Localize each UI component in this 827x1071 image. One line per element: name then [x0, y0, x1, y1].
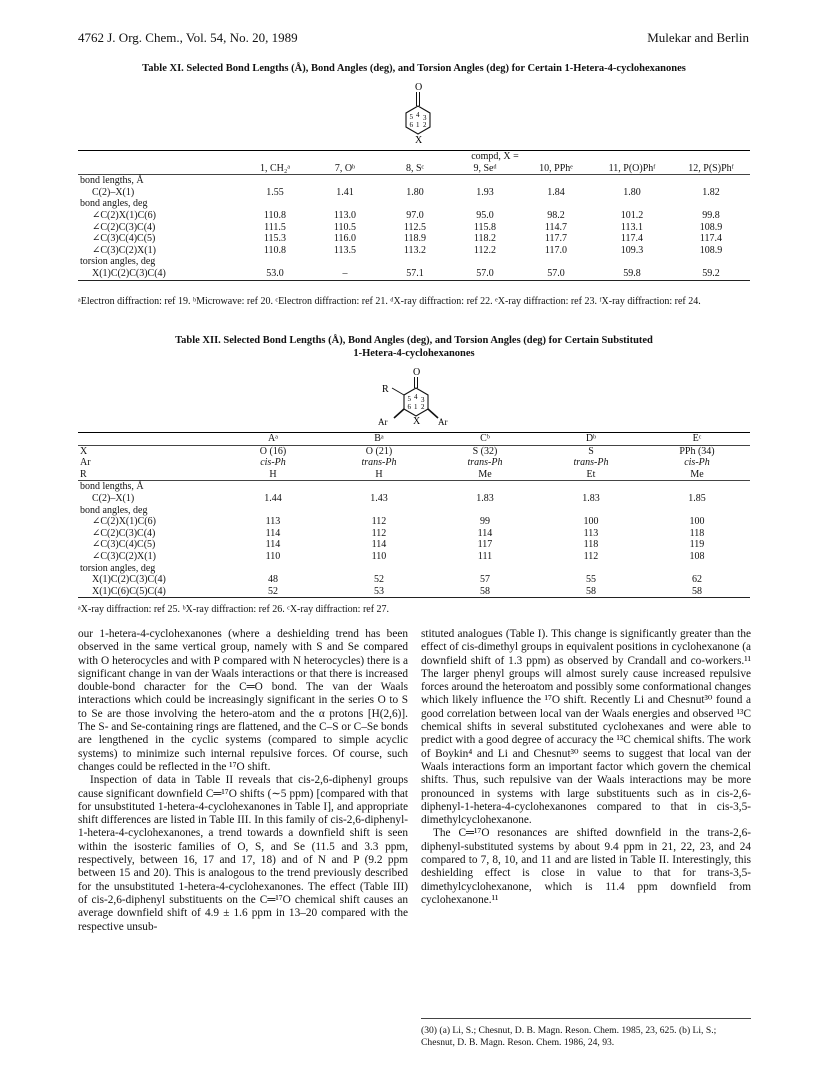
table-cell: 108.9	[699, 221, 723, 233]
table-cell: 118	[689, 527, 705, 539]
table-row	[78, 493, 750, 505]
table-cell: 116.0	[333, 233, 357, 245]
table-cell: 114.7	[544, 221, 568, 233]
table-cell: 112.5	[403, 221, 427, 233]
table-cell: 114	[265, 539, 281, 551]
table11-col-header: 10, PPhᵉ	[520, 163, 592, 175]
structure-label: 1	[416, 121, 420, 129]
structure-label: 3	[421, 396, 425, 404]
table-cell: Me	[432, 469, 538, 481]
table-cell: ∠C(2)C(3)C(4)	[92, 527, 156, 539]
table-cell: 113.5	[333, 244, 357, 256]
table12-footnote: ᵃX-ray diffraction: ref 25. ᵇX-ray diffraction: ref 26. ᶜX-ray diffraction: ref 27.	[78, 604, 390, 615]
table-cell: 1.41	[336, 186, 354, 198]
table-cell: 1.44	[264, 492, 282, 504]
table-row	[78, 528, 750, 540]
table-cell: 57	[480, 574, 490, 586]
author-header: Mulekar and Berlin	[647, 30, 749, 45]
table12	[78, 432, 750, 598]
table-cell: 118.9	[403, 233, 427, 245]
table-cell: 58	[538, 586, 644, 598]
table-cell: 110	[265, 550, 281, 562]
table-cell: 1.84	[547, 186, 565, 198]
reference-footnote: (30) (a) Li, S.; Chesnut, D. B. Magn. Reson. Chem. 1985, 23, 625. (b) Li, S.; Chesnut, D. B. Magn. Reson. Chem. 1986, 24, 93.	[421, 1018, 751, 1049]
table-cell: 57.0	[450, 268, 520, 280]
table-cell: X(1)C(2)C(3)C(4)	[78, 268, 240, 280]
table-cell: 101.2	[620, 209, 644, 221]
body-column-right	[421, 628, 751, 907]
table-cell: 117.0	[544, 244, 568, 256]
table12-structure	[366, 366, 466, 430]
structure-label: 6	[407, 403, 411, 411]
structure-label: Ar	[378, 417, 388, 427]
table-cell: ∠C(2)C(3)C(4)	[92, 221, 156, 233]
structure-label: 3	[423, 114, 427, 122]
table-cell: trans-Ph	[573, 457, 609, 469]
table-row	[78, 268, 750, 280]
oxygen-label: O	[415, 82, 423, 93]
table-cell: Me	[644, 469, 750, 481]
heteroatom-label: X	[415, 135, 423, 146]
table-cell: cis-Ph	[260, 457, 286, 469]
table11-caption: Table XI. Selected Bond Lengths (Å), Bond Angles (deg), and Torsion Angles (deg) for Certain 1-Hetera-4-cyclohexanones	[142, 63, 686, 74]
table-cell: Ar	[80, 457, 91, 469]
table-cell: 118.2	[473, 233, 497, 245]
table-cell: 58	[432, 586, 538, 598]
table12-col-header: Cᵇ	[432, 433, 538, 446]
table-cell: 48	[268, 574, 278, 586]
table-cell: 62	[692, 574, 702, 586]
table-cell: 108	[689, 550, 705, 562]
table-row	[78, 516, 750, 528]
table11	[78, 150, 750, 281]
structure-label: 6	[409, 121, 413, 129]
table-cell: 111	[477, 550, 493, 562]
table12-caption: Table XII. Selected Bond Lengths (Å), Bond Angles (deg), and Torsion Angles (deg) for Certain Substituted 1-Hetera-4-cyclohexanones	[175, 335, 653, 359]
table-row	[78, 187, 750, 199]
table-cell: 55	[586, 574, 596, 586]
table12-section-label: bond angles, deg	[80, 504, 148, 516]
table-cell: 99.8	[702, 209, 720, 221]
table-cell: 58	[644, 586, 750, 598]
table11-col-header: 8, Sᶜ	[380, 163, 450, 175]
table-cell: 1.80	[623, 186, 641, 198]
table-cell: H	[326, 469, 432, 481]
table-cell: trans-Ph	[361, 457, 397, 469]
table-cell: 53	[326, 586, 432, 598]
paragraph: stituted analogues (Table I). This change is significantly greater than the effect of cis-dimethyl groups in equivalent positions in cyclohexanone (a downfield shift of 1.3 ppm) as observed by Crandall and co-workers.¹¹ The larger phenyl groups will almost surely cause increased repulsive forces around the heteroatom and possibly some conformational changes which likely influence the ¹⁷O shift. Recently Li and Chesnut³⁰ found a good correlation between local van der Waals energies and observed ¹³C chemical shifts in several substituted cyclohexanes and were able to predict with a good degree of accuracy the ¹³C chemical shifts. The work of Boykin⁴ and Li and Chesnut³⁰ seems to suggest that local van der Waals interactions form an important factor which govern the chemical shifts. Thus, such repulsive van der Waals interactions may be more pronounced in systems with large substituents such as in cis-2,6-diphenyl-1-hetera-4-cyclohexanones compared to that in cis-3,5-dimethylcyclohexanone.	[421, 628, 751, 827]
table11-col-header: 12, P(S)Phᶠ	[672, 163, 750, 175]
table12-section-label: torsion angles, deg	[80, 562, 156, 574]
running-header: 4762 J. Org. Chem., Vol. 54, No. 20, 1989	[78, 30, 298, 45]
table-cell: 1.80	[406, 186, 424, 198]
table-cell: 53.0	[240, 268, 310, 280]
table12-section-label: bond lengths, Å	[80, 481, 144, 493]
table11-col-header: 11, P(O)Phᶠ	[592, 163, 672, 175]
table-cell: 57.0	[520, 268, 592, 280]
table-cell: C(2)–X(1)	[92, 186, 135, 198]
structure-label: O	[413, 367, 421, 378]
table-cell: 113	[265, 516, 281, 528]
table-cell: 1.43	[370, 492, 388, 504]
table-cell: 59.2	[672, 268, 750, 280]
table-cell: 97.0	[406, 209, 424, 221]
table-cell: ∠C(3)C(4)C(5)	[92, 233, 156, 245]
paragraph: our 1-hetera-4-cyclohexanones (where a deshielding trend has been observed in the same vertical group, namely with S and Se compared with O heterocycles and with P compared with N heterocycles) there is a significant change in van der Waals interactions or that there is increased double-bond character for the C═O bond. The van der Waals interactions which could be increasingly significant in the series O to S to Se are those involving the hetero-atom and the α protons [H(2,6)]. The S- and Se-containing rings are flattened, and the C–S or C–Se bonds are lengthened in the cyclic systems (compared to simple acyclic systems) to minimize such internal repulsive forces. Of course, such changes could be reflected in the ¹⁷O shift.	[78, 628, 408, 773]
structure-label: 4	[416, 111, 420, 119]
table-cell: 112.2	[473, 244, 497, 256]
table11-section-label: bond angles, deg	[80, 198, 148, 210]
table-cell: 112	[371, 527, 387, 539]
table-cell: 113	[583, 527, 599, 539]
table11-col-header: 9, Seᵈ	[450, 163, 520, 175]
table-cell: 1.83	[582, 492, 600, 504]
table-cell: 117.7	[544, 233, 568, 245]
table11-col-header: 7, Oᵇ	[310, 163, 380, 175]
table-cell: 100	[689, 516, 705, 528]
table-cell: 117.4	[620, 233, 644, 245]
table-cell: 1.82	[702, 186, 720, 198]
table-cell: 111.5	[264, 221, 286, 233]
table-cell: O (21)	[365, 445, 393, 457]
table-cell: 115.8	[473, 221, 497, 233]
table-cell: 110.5	[333, 221, 357, 233]
table-cell: 59.8	[592, 268, 672, 280]
table-cell: ∠C(3)C(4)C(5)	[92, 539, 156, 551]
paragraph: Inspection of data in Table II reveals that cis-2,6-diphenyl groups cause significant downfield C═¹⁷O shifts (∼5 ppm) [compared with that for unsubstituted 1-hetera-4-cyclohexanones in Table I], and appropriate shift differences are listed in Table III. In this family of cis-2,6-diphenyl-1-hetera-4-cyclohexanones, a trend towards a downfield shift is seen within the isosteric families of O, S, and Se (11.5 and 3.3 ppm, respectively, between 16, 17 and 17, 18) and of N and P (9.2 ppm between 15 and 20). This is analogous to the trend previously described for the unsubstituted 1-hetera-4-cyclohexanones. The effect (Table III) of cis-2,6-diphenyl substituents on the C═¹⁷O chemical shift causes an average downfield shift of 4.9 ± 1.6 ppm in 13–20 compared with the respective unsub-	[78, 774, 408, 933]
table-cell: 110.8	[263, 244, 287, 256]
table-cell: ∠C(3)C(2)X(1)	[92, 244, 156, 256]
table-cell: PPh (34)	[679, 445, 715, 457]
table-cell: 99	[480, 516, 490, 528]
table-cell: 115.3	[263, 233, 287, 245]
table-cell: 112	[583, 550, 599, 562]
structure-label: 2	[423, 121, 427, 129]
table-row	[78, 469, 750, 481]
table12-col-header: Dᵇ	[538, 433, 644, 446]
structure-label: X	[413, 416, 421, 427]
table-row	[78, 233, 750, 245]
table11-col-header: 1, CH₂ᵃ	[240, 163, 310, 175]
table-row	[78, 445, 750, 457]
table-cell: 57.1	[380, 268, 450, 280]
table-cell: 114	[371, 539, 387, 551]
table-row	[78, 210, 750, 222]
table-cell: S	[588, 445, 594, 457]
table-cell: 110.8	[263, 209, 287, 221]
structure-label: Ar	[438, 417, 448, 427]
table12-col-header: Aᵃ	[220, 433, 326, 446]
structure-label: 5	[407, 395, 411, 403]
table-cell: 1.85	[688, 492, 706, 504]
table11-structure	[388, 80, 448, 148]
table-cell: 98.2	[547, 209, 565, 221]
table-cell: 100	[583, 516, 599, 528]
table-cell: 108.9	[699, 244, 723, 256]
table11-section-label: bond lengths, Å	[80, 175, 144, 187]
table-cell: cis-Ph	[684, 457, 710, 469]
table-row	[78, 551, 750, 563]
structure-label: 2	[421, 403, 425, 411]
body-column-left	[78, 628, 408, 934]
structure-label: 5	[409, 113, 413, 121]
table-cell: trans-Ph	[467, 457, 503, 469]
table-cell: R	[78, 469, 220, 481]
table-cell: ∠C(3)C(2)X(1)	[92, 550, 156, 562]
table-cell: Et	[538, 469, 644, 481]
table-cell: X(1)C(2)C(3)C(4)	[92, 574, 166, 586]
table-cell: 52	[374, 574, 384, 586]
table-cell: 114	[477, 527, 493, 539]
table-cell: 112	[371, 516, 387, 528]
table-row	[78, 574, 750, 586]
table-cell: 119	[689, 539, 705, 551]
table-cell: 110	[371, 550, 387, 562]
structure-label: 4	[414, 393, 418, 401]
table-row	[78, 457, 750, 469]
table-cell: 114	[265, 527, 281, 539]
table-row	[78, 245, 750, 257]
table-cell: O (16)	[259, 445, 287, 457]
table-cell: X	[80, 445, 88, 457]
table-cell: S (32)	[472, 445, 498, 457]
table-cell: 1.83	[476, 492, 494, 504]
table-cell: 109.3	[620, 244, 644, 256]
table-row	[78, 222, 750, 234]
table11-spanner: compd, X =	[240, 151, 750, 163]
table11-footnote: ᵃElectron diffraction: ref 19. ᵇMicrowave: ref 20. ᶜElectron diffraction: ref 21. ᵈX-ray diffraction: ref 22. ᵉX-ray diffraction: ref 23. ᶠX-ray diffraction: ref 24.	[78, 296, 701, 307]
table-cell: 117	[477, 539, 493, 551]
table-cell: ∠C(2)X(1)C(6)	[92, 516, 156, 528]
table-cell: 1.55	[266, 186, 284, 198]
table-cell: 95.0	[476, 209, 494, 221]
table-cell: 1.93	[476, 186, 494, 198]
paragraph: The C═¹⁷O resonances are shifted downfield in the trans-2,6-diphenyl-substituted systems by about 9.4 ppm in 21, 22, 23, and 24 compared to 7, 8, 10, and 11 and are listed in Table II. Interestingly, this deshielding effect is close in value to that for trans-3,5-dimethylcyclohexanone, which is 11.4 ppm downfield from cyclohexanone.¹¹	[421, 827, 751, 906]
table-cell: 113.0	[333, 209, 357, 221]
table-cell: 113.1	[620, 221, 644, 233]
table11-section-label: torsion angles, deg	[80, 256, 156, 268]
table-cell: 117.4	[699, 233, 723, 245]
table-row	[78, 539, 750, 551]
table12-col-header: Eᶜ	[644, 433, 750, 446]
table-cell: ∠C(2)X(1)C(6)	[92, 209, 156, 221]
table-cell: H	[220, 469, 326, 481]
table12-col-header: Bᵃ	[326, 433, 432, 446]
structure-label: 1	[414, 403, 418, 411]
table-cell: 52	[220, 586, 326, 598]
table-cell: 118	[583, 539, 599, 551]
table-cell: 113.2	[403, 244, 427, 256]
table-row	[78, 586, 750, 598]
table-cell: C(2)–X(1)	[92, 492, 135, 504]
table-cell: –	[310, 268, 380, 280]
table-cell: X(1)C(6)C(5)C(4)	[78, 586, 220, 598]
structure-label: R	[382, 384, 389, 395]
